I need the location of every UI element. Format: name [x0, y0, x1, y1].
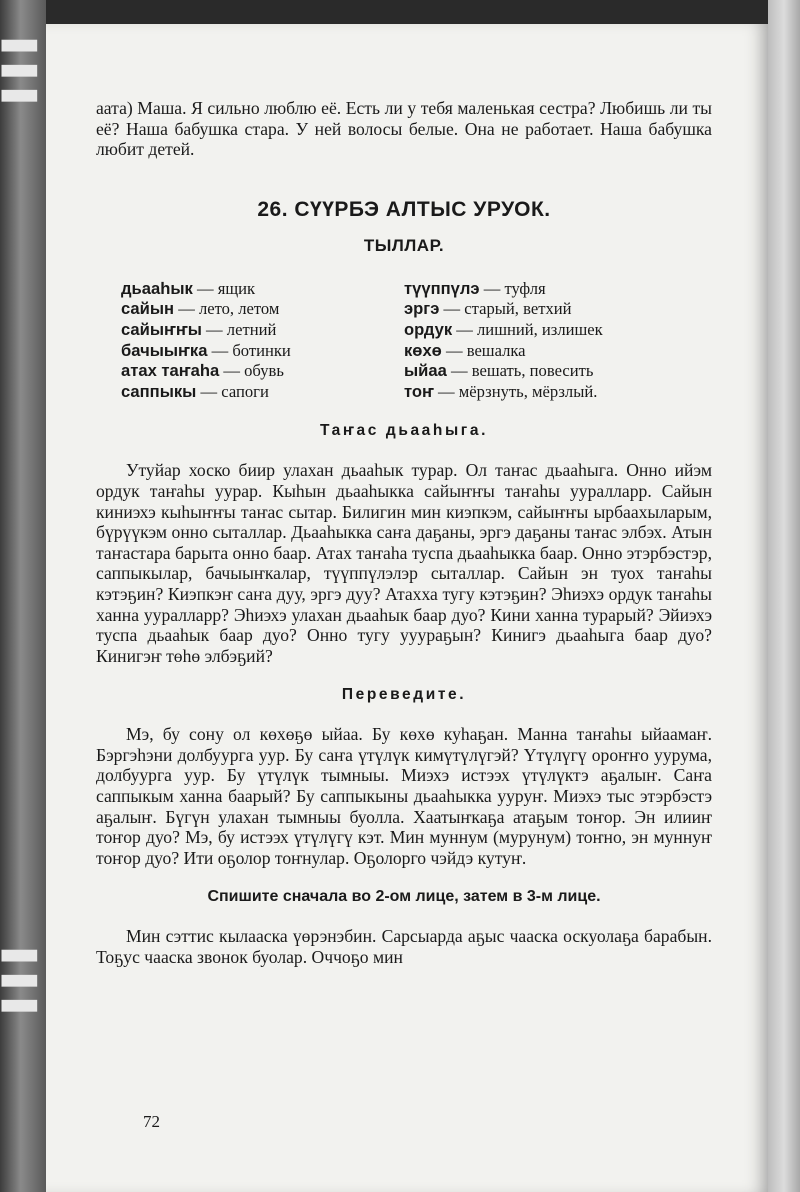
vocab-entry: көхө — вешалка	[404, 340, 526, 360]
book-spine	[0, 0, 46, 1192]
vocab-entry: тоҥ — мёрзнуть, мёрзлый.	[404, 381, 598, 401]
page-edge	[768, 0, 800, 1192]
text3-paragraph: Мин сэттис кылааска үөрэнэбин. Сарсыарда аҕыс чааска оскуолаҕа барабын. Тоҕус чааска звонок буолар. Оччоҕо мин	[96, 926, 712, 968]
vocab-list	[96, 279, 712, 403]
intro-paragraph: аата) Маша. Я сильно люблю её. Есть ли у тебя маленькая сестра? Любишь ли ты её? Наша бабушка стара. У ней волосы белые. Она не работает. Наша бабушка любит детей.	[96, 98, 712, 160]
text3-heading: Спишите сначала во 2-ом лице, затем в 3-м лице.	[207, 888, 601, 906]
vocab-entry: атах таҥаһа — обувь	[121, 361, 284, 381]
vocab-column-right	[404, 279, 712, 403]
vocab-heading: ТЫЛЛАР.	[363, 235, 445, 255]
text1-paragraph: Утуйар хоско биир улахан дьааһык турар. Ол таҥас дьааһыга. Онно ийэм ордук таҥаһы уурар. Кыһын дьааһыкка сайыҥҥы таҥаһы ууралларр. Сайын киниэхэ кыһыҥҥы таҥас сытар. Билигин мин киэпкэм, сайыҥҥы ырбаахыларым, бүрүүкэм онно сыталлар. Дьааһыкка саҥа даҕаны, эргэ даҕаны таҥас элбэх. Атын таҥастара барыта онно баар. Атах таҥаһа туспа дьааһыкка баар. Онно этэрбэстэр, саппыкылар, бачыыҥкалар, түүппүлэлэр сыталлар. Сайын эн туох таҥаһы кэтэҕин? Киэпкэҥ саҥа дуу, эргэ дуу? Атахха тугу кэтэҕин? Эһиэхэ ордук таҥаһы ханна ууралларр? Эһиэхэ улахан дьааһык баар дуо? Кини ханна турарый? Эйиэхэ туспа дьааһык баар дуо? Онно тугу ууураҕын? Кинигэ дьааһыга баар дуо? Кинигэҥ төһө элбэҕий?	[96, 460, 712, 666]
vocab-entry: дьааһык — ящик	[121, 278, 256, 298]
vocab-entry: ыйаа — вешать, повесить	[404, 361, 594, 381]
vocab-column-left	[96, 279, 404, 403]
text2-heading: Переведите.	[341, 686, 467, 704]
spine-decoration: ▌▌▌	[1, 40, 36, 116]
page-number: 72	[143, 1112, 160, 1131]
vocab-entry: саппыкы — сапоги	[121, 381, 269, 401]
vocab-entry: бачыыҥка — ботинки	[121, 340, 291, 360]
vocab-entry: түүппүлэ — туфля	[404, 278, 546, 298]
text2-paragraph: Мэ, бу сону ол көхөҕө ыйаа. Бу көхө куһаҕан. Манна таҥаһы ыйаамаҥ. Бэргэһэни долбуурга уур. Бу саҥа үтүлүк кимүтүлүгэй? Үтүлүгү ороҥҥо уурума, долбуурга уур. Бу үтүлүк тымныы. Миэхэ истээх үтүлүктэ аҕалыҥ. Саҥа саппыкым ханна баарый? Бу саппыкыны дьааһыкка ууруҥ. Миэхэ тыс этэрбэстэ аҕалыҥ. Бүгүн улахан тымныы буолла. Хаатыҥкаҕа атаҕым тоҥор. Эн илииҥ тоҥор дуо? Мэ, бу истээх үтүлүгү кэт. Мин муннум (мурунум) тоҥно, эн муннуҥ тоҥор дуо? Ити оҕолор тоҥнулар. Оҕолорго чэйдэ кутуҥ.	[96, 724, 712, 868]
vocab-entry: сайыҥҥы — летний	[121, 319, 277, 339]
vocab-entry: эргэ — старый, ветхий	[404, 299, 572, 319]
text1-heading: Таҥас дьааһыга.	[319, 422, 488, 440]
vocab-entry: ордук — лишний, излишек	[404, 319, 603, 339]
vocab-entry: сайын — лето, летом	[121, 299, 280, 319]
spine-decoration: ▌▌▌	[1, 950, 36, 1026]
lesson-title: 26. СҮҮРБЭ АЛТЫС УРУОК.	[257, 197, 551, 221]
page-content	[96, 98, 712, 968]
